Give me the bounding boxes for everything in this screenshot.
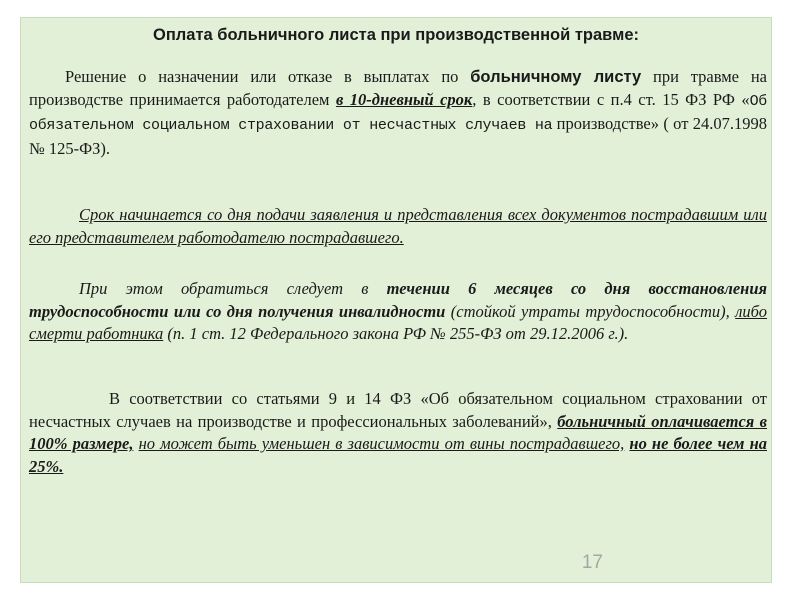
p3-text-3: (п. 1 ст. 12 Федерального закона РФ № 255-ФЗ от 29.12.2006 г.). — [163, 324, 629, 343]
p2-text: Срок начинается со дня подачи заявления и представления всех документов пострадавшим или его представителем работодателю пострадавшего. — [29, 205, 767, 247]
slide-title: Оплата больничного листа при производственной травме: — [152, 26, 639, 44]
page-number: 17 — [581, 552, 603, 573]
p4-text-1: В соответствии со статьями 9 и 14 ФЗ «Об обязательном социальном страховании от несчастных случаев на производстве и профессиональных заболеваний», — [29, 389, 767, 431]
p1-text-2: при травме на производстве принимается работодателем — [29, 67, 767, 109]
p3-text-1: При этом обратиться следует в — [79, 279, 387, 298]
p4-max-reduction: но не более чем на 25%. — [29, 434, 767, 476]
p1-ten-day-term: в 10-дневный срок — [335, 89, 473, 109]
p1-text-1: Решение о назначении или отказе в выплатах по — [65, 67, 471, 86]
p1-sick-leave: больничному листу — [470, 68, 642, 86]
paragraph-term-start — [29, 204, 767, 249]
p4-reduction: но может быть уменьшен в зависимости от вины пострадавшего, — [138, 434, 625, 453]
p1-text-4: производстве» ( от 24.07.1998 № 125-ФЗ). — [29, 114, 767, 158]
p3-death: либо смерти работника — [29, 301, 767, 343]
paragraph-payment-size — [29, 388, 767, 478]
paragraph-application-period — [29, 278, 767, 346]
p4-full-payment: больничный оплачивается в 100% размере, — [29, 411, 767, 453]
p3-six-months: течении 6 месяцев со дня восстановления трудоспособности или со дня получения инвалидности — [29, 279, 767, 321]
p1-text-3: , в соответствии с п.4 ст. 15 ФЗ РФ « — [472, 89, 750, 109]
p3-text-2: (стойкой утраты трудоспособности), — [445, 301, 736, 321]
p1-law-name: Об обязательном социальном страховании от несчастных случаев на — [29, 92, 767, 134]
slide — [20, 17, 772, 583]
paragraph-decision-deadline — [29, 66, 767, 160]
